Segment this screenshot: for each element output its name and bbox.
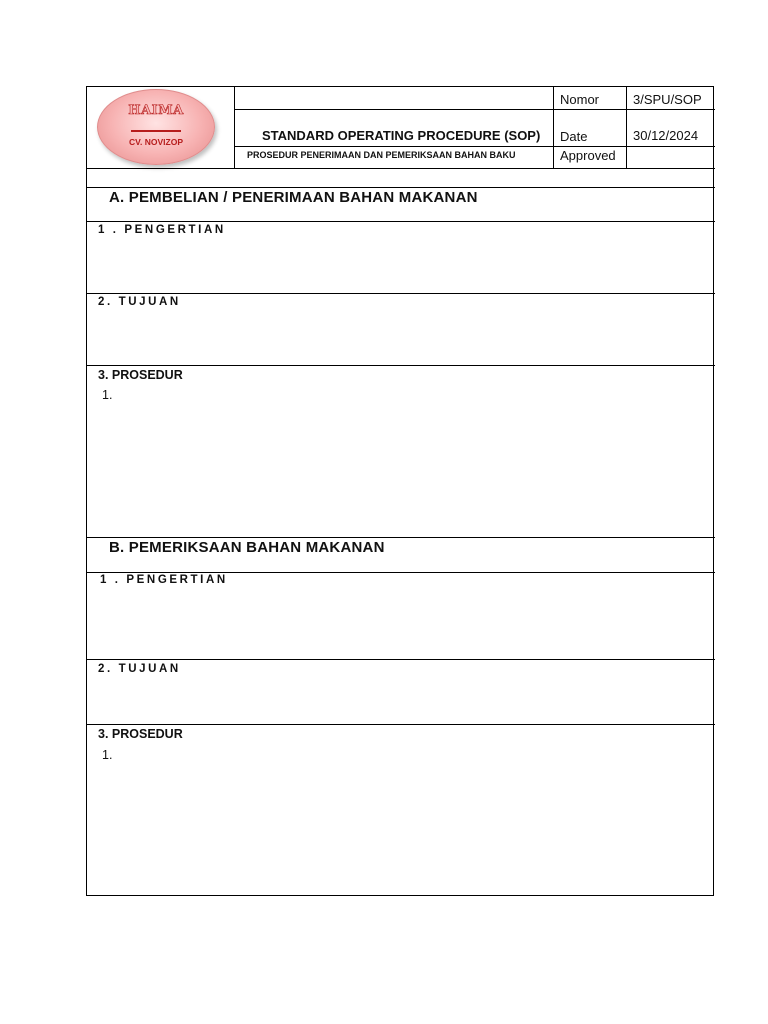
section-b-pengertian-line	[87, 659, 715, 660]
section-a-item-1: 1.	[102, 388, 113, 402]
logo-bar	[131, 130, 181, 132]
section-a-pengertian: 1 . PENGERTIAN	[98, 224, 226, 236]
logo-company: CV. NOVIZOP	[128, 137, 183, 147]
section-b-item-1: 1.	[102, 748, 113, 762]
header-divider-value	[626, 87, 627, 168]
section-a-end-line	[87, 537, 715, 538]
section-a-prosedur: 3. PROSEDUR	[98, 368, 183, 382]
document-title: STANDARD OPERATING PROCEDURE (SOP)	[262, 128, 541, 143]
approved-label: Approved	[560, 148, 616, 163]
header-line-2	[234, 146, 715, 147]
section-a-title: A. PEMBELIAN / PENERIMAAN BAHAN MAKANAN	[109, 189, 478, 206]
header-divider-meta	[553, 87, 554, 168]
section-a-pengertian-line	[87, 293, 715, 294]
section-a-tujuan-line	[87, 365, 715, 366]
section-b-line	[87, 572, 715, 573]
section-b-prosedur: 3. PROSEDUR	[98, 727, 183, 741]
section-b-pengertian: 1 . PENGERTIAN	[100, 574, 228, 586]
nomor-value: 3/SPU/SOP	[633, 92, 702, 107]
section-b-tujuan: 2. TUJUAN	[98, 663, 181, 675]
section-a-tujuan: 2. TUJUAN	[98, 296, 181, 308]
document-subtitle: PROSEDUR PENERIMAAN DAN PEMERIKSAAN BAHAN BAKU	[247, 150, 516, 160]
section-a-line	[87, 221, 715, 222]
nomor-label: Nomor	[560, 92, 600, 107]
section-b-title: B. PEMERIKSAAN BAHAN MAKANAN	[109, 539, 385, 556]
section-b-tujuan-line	[87, 724, 715, 725]
company-logo	[97, 89, 215, 165]
header-line-1	[234, 109, 715, 110]
header-divider-logo	[234, 87, 235, 168]
date-label: Date	[560, 129, 588, 144]
spacer-line	[87, 187, 715, 188]
sop-document	[86, 86, 714, 896]
header-bottom-line	[87, 168, 715, 169]
logo-name: HAIMA	[128, 103, 184, 118]
date-value: 30/12/2024	[633, 128, 699, 143]
